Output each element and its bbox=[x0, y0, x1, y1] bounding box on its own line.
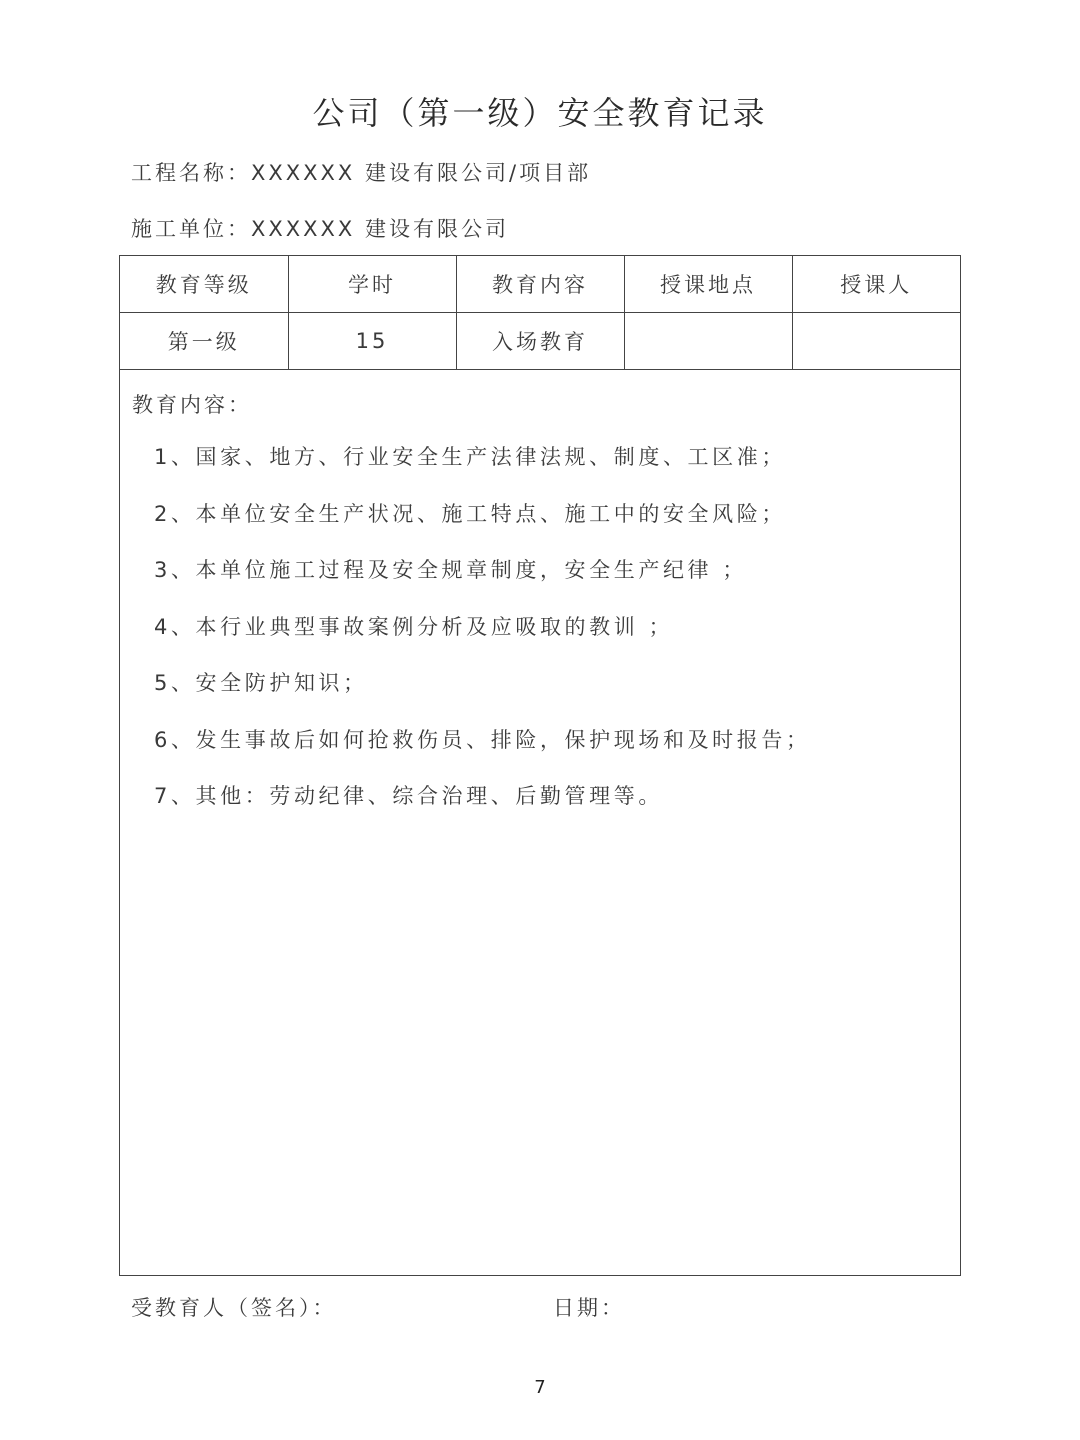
signature-label: 受教育人（签名）： bbox=[131, 1296, 337, 1320]
list-item: 2、本单位安全生产状况、施工特点、施工中的安全风险； bbox=[154, 501, 786, 526]
header-hours: 学时 bbox=[288, 256, 456, 313]
project-name-label: 工程名称： bbox=[131, 161, 251, 185]
list-item: 6、发生事故后如何抢救伤员、排险，保护现场和及时报告； bbox=[154, 727, 811, 752]
cell-education-level: 第一级 bbox=[120, 313, 288, 370]
content-section-label: 教育内容： bbox=[132, 393, 252, 417]
list-item: 4、本行业典型事故案例分析及应吸取的教训 ； bbox=[154, 614, 674, 639]
list-item: 1、国家、地方、行业安全生产法律法规、制度、工区准； bbox=[154, 445, 786, 469]
cell-education-content: 入场教育 bbox=[456, 313, 624, 370]
construction-unit-line bbox=[131, 213, 509, 243]
project-name-value: XXXXXX 建设有限公司/项目部 bbox=[251, 161, 592, 185]
content-list bbox=[154, 443, 811, 839]
header-education-content: 教育内容 bbox=[456, 256, 624, 313]
header-instructor: 授课人 bbox=[792, 256, 960, 313]
table-row bbox=[120, 313, 960, 370]
header-education-level: 教育等级 bbox=[120, 256, 288, 313]
list-item: 3、本单位施工过程及安全规章制度，安全生产纪律 ； bbox=[154, 558, 748, 582]
document-title: 公司（第一级）安全教育记录 bbox=[312, 94, 768, 132]
education-info-table bbox=[120, 256, 960, 370]
table-header-row bbox=[120, 256, 960, 313]
project-name-line bbox=[131, 157, 591, 187]
date-label: 日期： bbox=[553, 1296, 625, 1320]
page-number: 7 bbox=[534, 1377, 546, 1398]
construction-unit-label: 施工单位： bbox=[131, 217, 251, 241]
cell-instructor bbox=[792, 313, 960, 370]
list-item: 7、其他：劳动纪律、综合治理、后勤管理等。 bbox=[154, 784, 663, 808]
record-form bbox=[119, 255, 961, 1276]
construction-unit-value: XXXXXX 建设有限公司 bbox=[251, 217, 509, 241]
cell-hours: 15 bbox=[288, 313, 456, 370]
header-location: 授课地点 bbox=[624, 256, 792, 313]
list-item: 5、安全防护知识； bbox=[154, 671, 368, 695]
cell-location bbox=[624, 313, 792, 370]
